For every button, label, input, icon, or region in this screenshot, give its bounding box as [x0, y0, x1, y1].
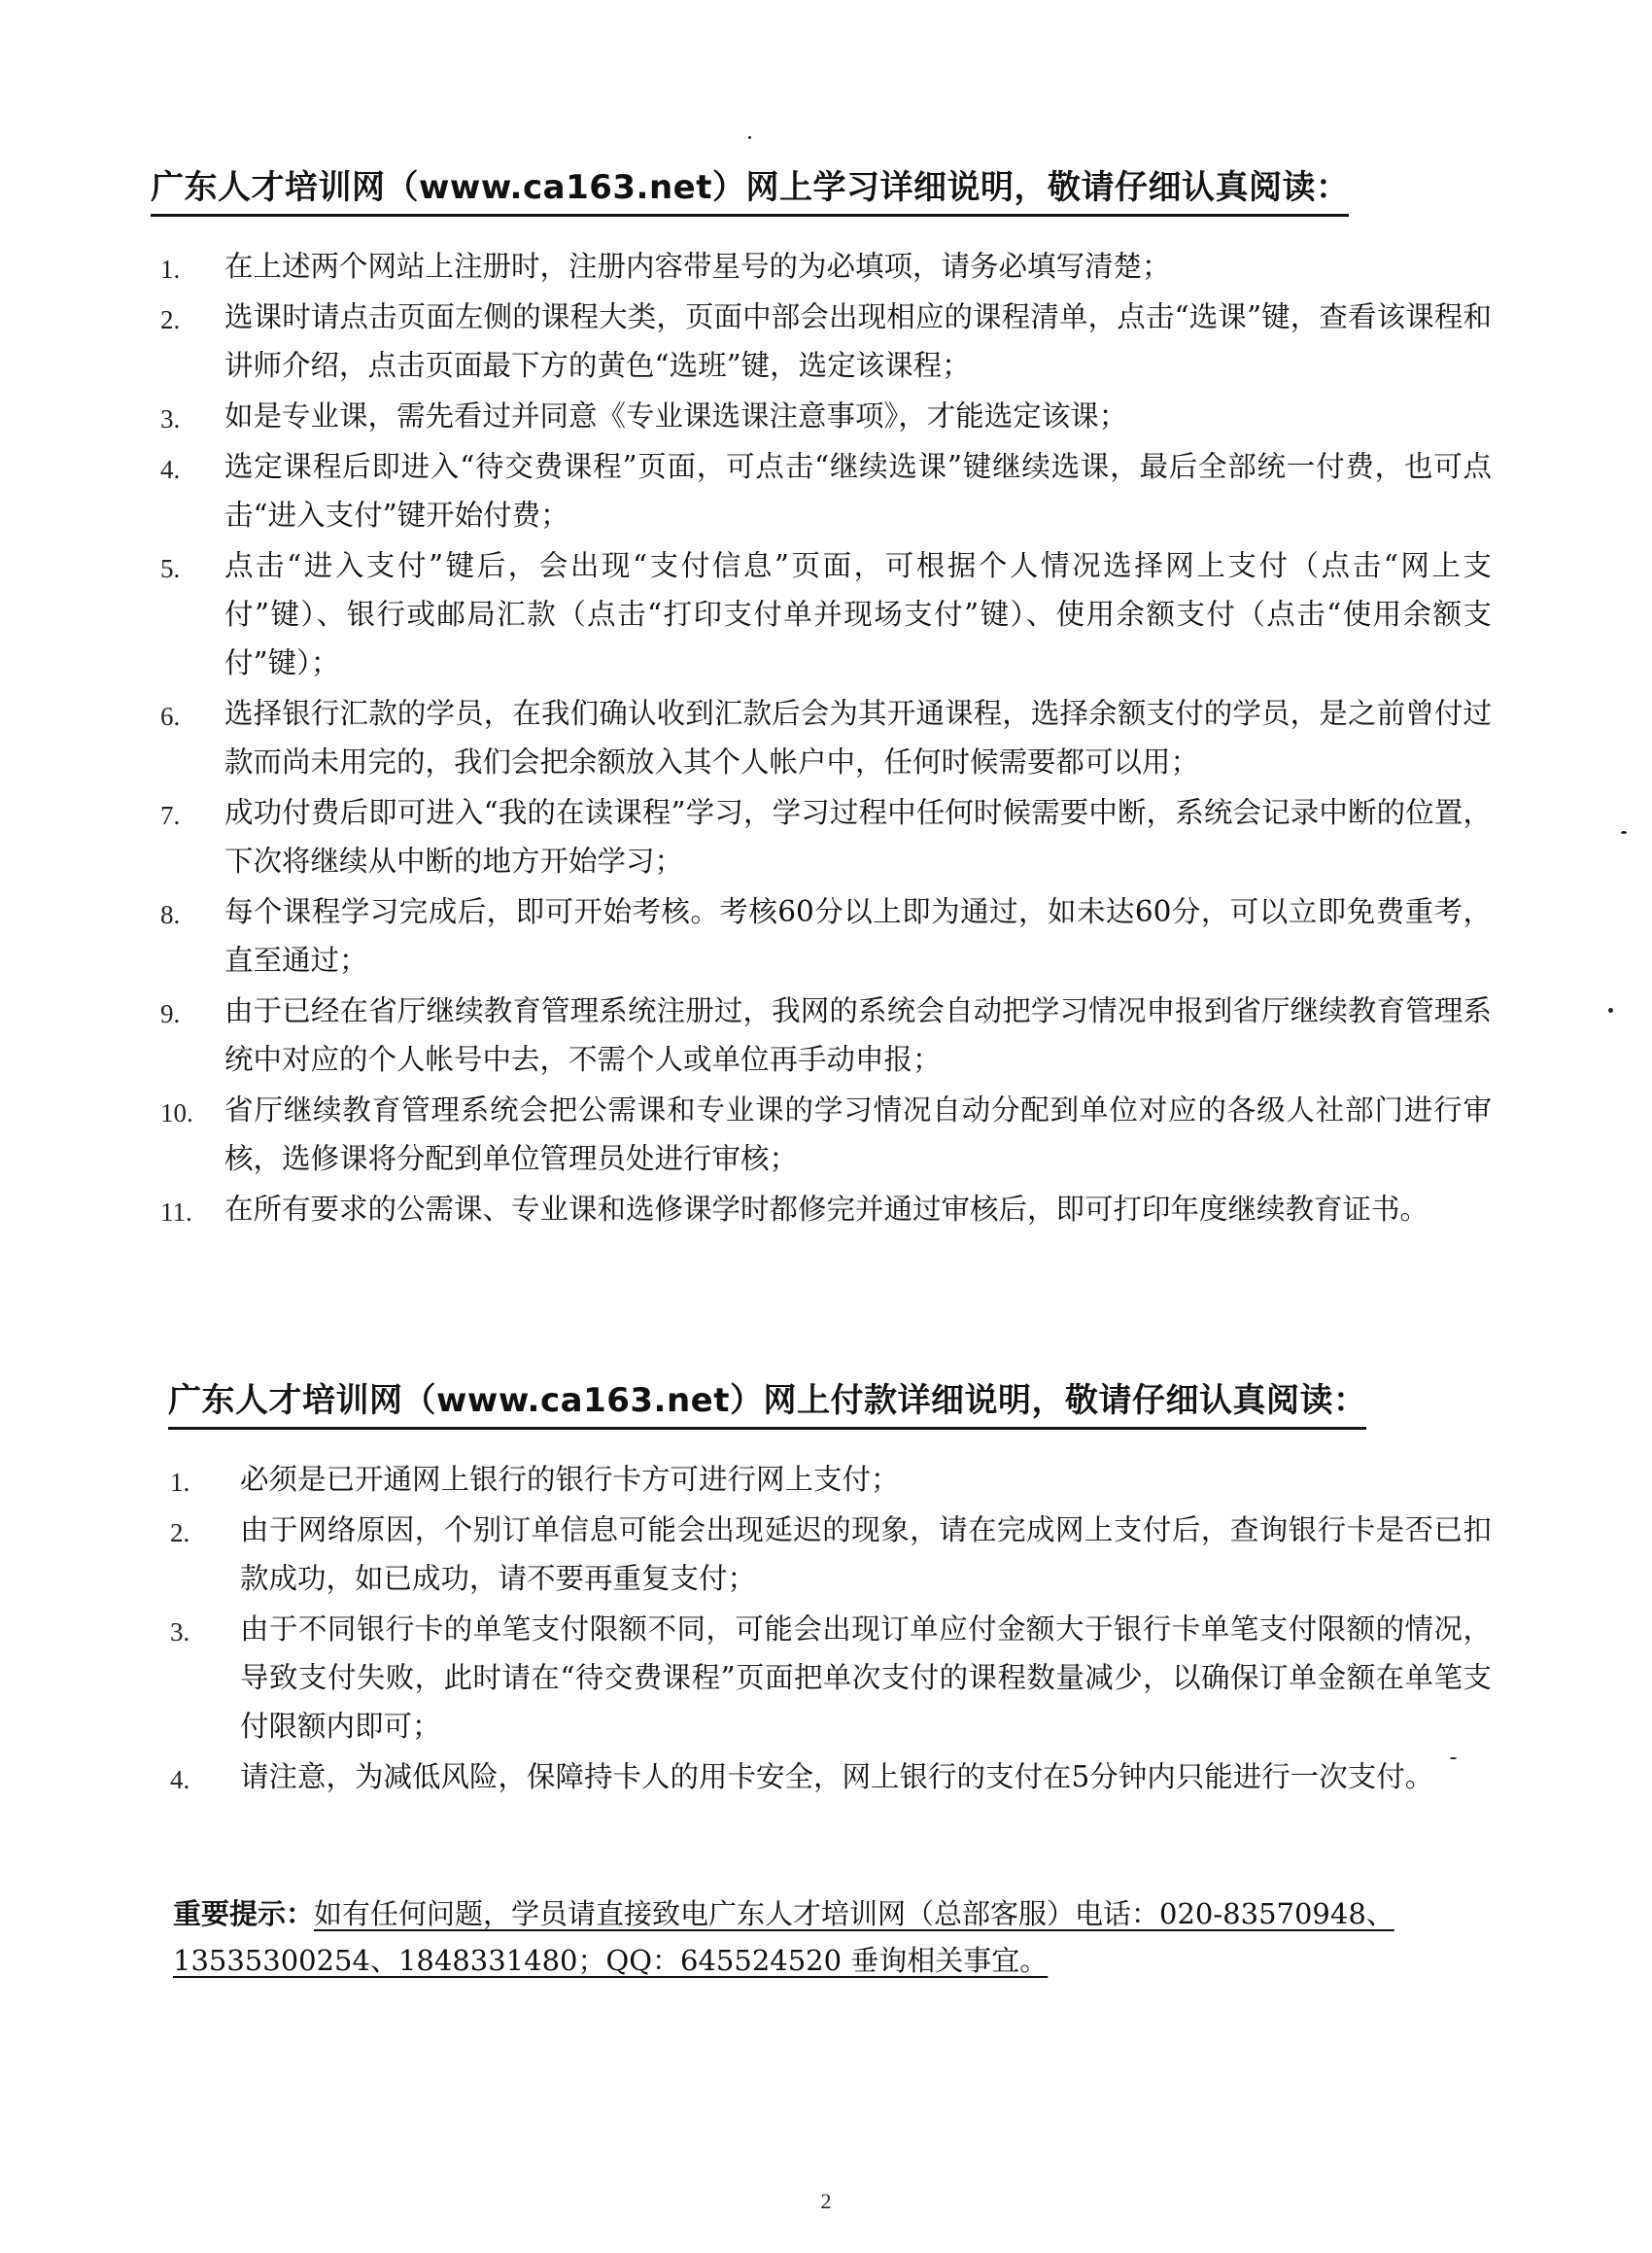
item-text: 选择银行汇款的学员，在我们确认收到汇款后会为其开通课程，选择余额支付的学员，是之前曾付过款而尚未用完的，我们会把余额放入其个人帐户中，任何时候需要都可以用；	[224, 697, 1492, 779]
item-number: 11.	[160, 1197, 192, 1227]
learning-instructions-section	[151, 165, 1492, 1235]
list-item	[151, 442, 1492, 539]
payment-instructions-section	[151, 1378, 1492, 1803]
page-number: 2	[820, 2189, 832, 2213]
item-text: 由于已经在省厅继续教育管理系统注册过，我网的系统会自动把学习情况申报到省厅继续教育管理系统中对应的个人帐号中去，不需个人或单位再手动申报；	[224, 994, 1492, 1076]
list-item	[151, 1506, 1492, 1603]
list-item	[151, 1605, 1492, 1750]
list-item	[151, 541, 1492, 687]
item-number: 2.	[170, 1518, 190, 1547]
item-text: 由于不同银行卡的单笔支付限额不同，可能会出现订单应付金额大于银行卡单笔支付限额的情况，导致支付失败，此时请在“待交费课程”页面把单次支付的课程数量减少，以确保订单金额在单笔支付限额内即可；	[240, 1612, 1492, 1743]
item-text: 必须是已开通网上银行的银行卡方可进行网上支付；	[240, 1463, 900, 1496]
payment-instructions-heading: 广东人才培训网（www.ca163.net）网上付款详细说明，敬请仔细认真阅读：	[168, 1378, 1366, 1430]
item-number: 7.	[160, 801, 181, 830]
item-text: 点击“进入支付”键后，会出现“支付信息”页面，可根据个人情况选择网上支付（点击“网上支付”键）、银行或邮局汇款（点击“打印支付单并现场支付”键）、使用余额支付（点击“使用余额支付”键）；	[224, 549, 1492, 679]
list-item	[151, 1185, 1492, 1233]
scan-speck	[1621, 831, 1627, 834]
item-text: 由于网络原因，个别订单信息可能会出现延迟的现象，请在完成网上支付后，查询银行卡是否已扣款成功，如已成功，请不要再重复支付；	[240, 1513, 1492, 1595]
list-item	[151, 689, 1492, 786]
important-notice	[173, 1890, 1475, 1984]
item-number: 3.	[160, 404, 181, 433]
item-text: 如是专业课，需先看过并同意《专业课选课注意事项》，才能选定该课；	[224, 399, 1128, 433]
item-number: 4.	[160, 455, 181, 484]
list-item	[151, 1455, 1492, 1504]
learning-instructions-list	[151, 242, 1492, 1233]
learning-instructions-heading: 广东人才培训网（www.ca163.net）网上学习详细说明，敬请仔细认真阅读：	[151, 165, 1349, 217]
item-text: 选定课程后即进入“待交费课程”页面，可点击“继续选课”键继续选课，最后全部统一付费，也可点击“进入支付”键开始付费；	[224, 450, 1492, 532]
list-item	[151, 1086, 1492, 1183]
item-number: 1.	[160, 255, 181, 284]
item-text: 在上述两个网站上注册时，注册内容带星号的为必填项，请务必填写清楚；	[224, 250, 1171, 283]
list-item	[151, 887, 1492, 985]
list-item	[151, 392, 1492, 440]
notice-label: 重要提示：	[173, 1897, 315, 1930]
item-text: 在所有要求的公需课、专业课和选修课学时都修完并通过审核后，即可打印年度继续教育证书。	[224, 1193, 1429, 1226]
scan-speck	[748, 136, 751, 139]
item-text: 成功付费后即可进入“我的在读课程”学习，学习过程中任何时候需要中断，系统会记录中断的位置，下次将继续从中断的地方开始学习；	[224, 796, 1492, 878]
item-text: 每个课程学习完成后，即可开始考核。考核60分以上即为通过，如未达60分，可以立即免费重考，直至通过；	[224, 895, 1492, 977]
list-item	[151, 987, 1492, 1084]
item-number: 9.	[160, 999, 181, 1028]
payment-instructions-list	[151, 1455, 1492, 1801]
scan-speck	[1608, 1008, 1613, 1013]
list-item	[151, 788, 1492, 885]
notice-text: 如有任何问题，学员请直接致电广东人才培训网（总部客服）电话：020-83570948、13535300254、1848331480；QQ：645524520 垂询相关事宜。	[173, 1897, 1394, 1977]
item-text: 省厅继续教育管理系统会把公需课和专业课的学习情况自动分配到单位对应的各级人社部门进行审核，选修课将分配到单位管理员处进行审核；	[224, 1093, 1492, 1175]
item-number: 2.	[160, 305, 181, 334]
item-text: 请注意，为减低风险，保障持卡人的用卡安全，网上银行的支付在5分钟内只能进行一次支付。	[240, 1760, 1434, 1793]
item-number: 3.	[170, 1617, 190, 1646]
item-text: 选课时请点击页面左侧的课程大类，页面中部会出现相应的课程清单，点击“选课”键，查看该课程和讲师介绍，点击页面最下方的黄色“选班”键，选定该课程；	[224, 300, 1492, 382]
list-item	[151, 1752, 1492, 1801]
scan-speck	[1450, 1757, 1457, 1759]
list-item	[151, 242, 1492, 291]
list-item	[151, 293, 1492, 390]
item-number: 8.	[160, 900, 181, 929]
item-number: 1.	[170, 1468, 190, 1497]
item-number: 6.	[160, 702, 181, 731]
item-number: 5.	[160, 554, 181, 583]
item-number: 4.	[170, 1765, 190, 1794]
item-number: 10.	[160, 1098, 193, 1127]
